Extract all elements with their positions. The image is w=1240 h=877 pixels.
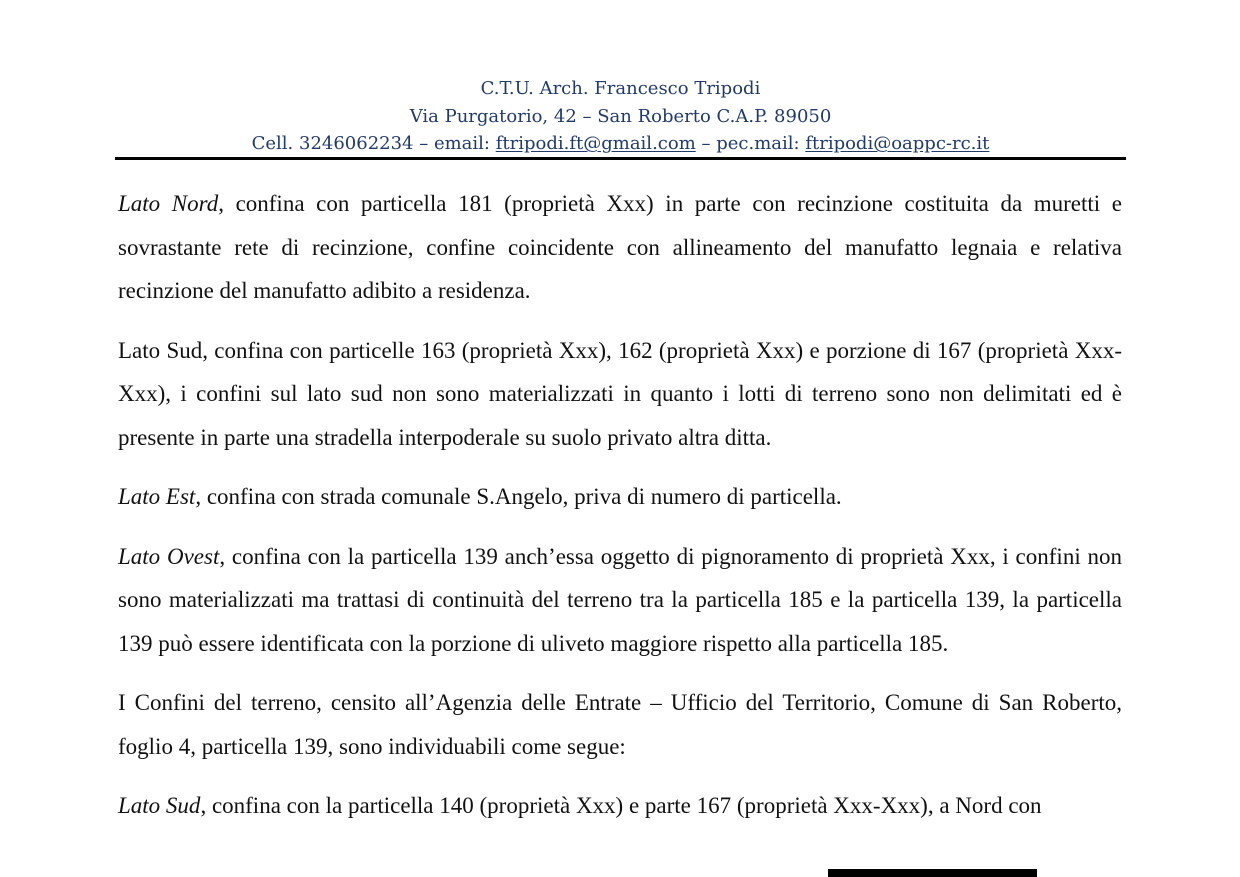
- letterhead-address: Via Purgatorio, 42 – San Roberto C.A.P. 89050: [409, 105, 832, 127]
- paragraph-lead: Lato Nord: [118, 191, 219, 216]
- document-body: [118, 182, 1122, 844]
- pec-email-link[interactable]: ftripodi@oappc-rc.it: [805, 133, 990, 154]
- contact-phone-email-label: Cell. 3246062234 – email:: [251, 133, 496, 154]
- paragraph-lead: Lato Est: [118, 484, 196, 509]
- paragraph-lato-sud: [118, 329, 1122, 460]
- header-divider: [115, 157, 1126, 160]
- paragraph-text: , confina con la particella 140 (proprietà Xxx) e parte 167 (proprietà Xxx-Xxx), a Nord con: [200, 793, 1042, 818]
- paragraph-text: Lato Sud, confina con particelle 163 (proprietà Xxx), 162 (proprietà Xxx) e porzione di 167 (proprietà Xxx-Xxx), i confini sul lato sud non sono materializzati in quanto i lotti di terreno sono non delimitati ed è presente in parte una stradella interpoderale su suolo privato altra ditta.: [118, 337, 1122, 450]
- email-link[interactable]: ftripodi.ft@gmail.com: [495, 133, 696, 154]
- paragraph-text: , confina con la particella 139 anch’essa oggetto di pignoramento di proprietà Xxx, i confini non sono materializzati ma trattasi di continuità del terreno tra la particella 185 e la particella 139, la particella 139 può essere identificata con la porzione di uliveto maggiore rispetto alla particella 185.: [118, 543, 1122, 656]
- letterhead-name: C.T.U. Arch. Francesco Tripodi: [480, 78, 761, 99]
- paragraph-text: , confina con strada comunale S.Angelo, priva di numero di particella.: [195, 484, 842, 509]
- paragraph-lato-nord: [118, 182, 1122, 313]
- paragraph-lato-est: [118, 475, 1122, 519]
- bottom-redaction-bar: [828, 869, 1037, 877]
- letterhead: [115, 75, 1126, 158]
- paragraph-text: I Confini del terreno, censito all’Agenzia delle Entrate – Ufficio del Territorio, Comune di San Roberto, foglio 4, particella 139, sono individuabili come segue:: [118, 690, 1122, 759]
- paragraph-lato-ovest: [118, 535, 1122, 666]
- paragraph-lead: Lato Sud: [118, 793, 201, 818]
- paragraph-confini-139: [118, 681, 1122, 768]
- paragraph-lead: Lato Ovest: [118, 543, 220, 569]
- paragraph-lato-sud-139: [118, 784, 1122, 828]
- letterhead-contacts: [115, 130, 1126, 158]
- paragraph-text: , confina con particella 181 (proprietà Xxx) in parte con recinzione costituita da muretti e sovrastante rete di recinzione, confine coincidente con allineamento del manufatto legnaia e relativa recinzione del manufatto adibito a residenza.: [118, 191, 1122, 303]
- pec-label: – pec.mail:: [695, 133, 806, 154]
